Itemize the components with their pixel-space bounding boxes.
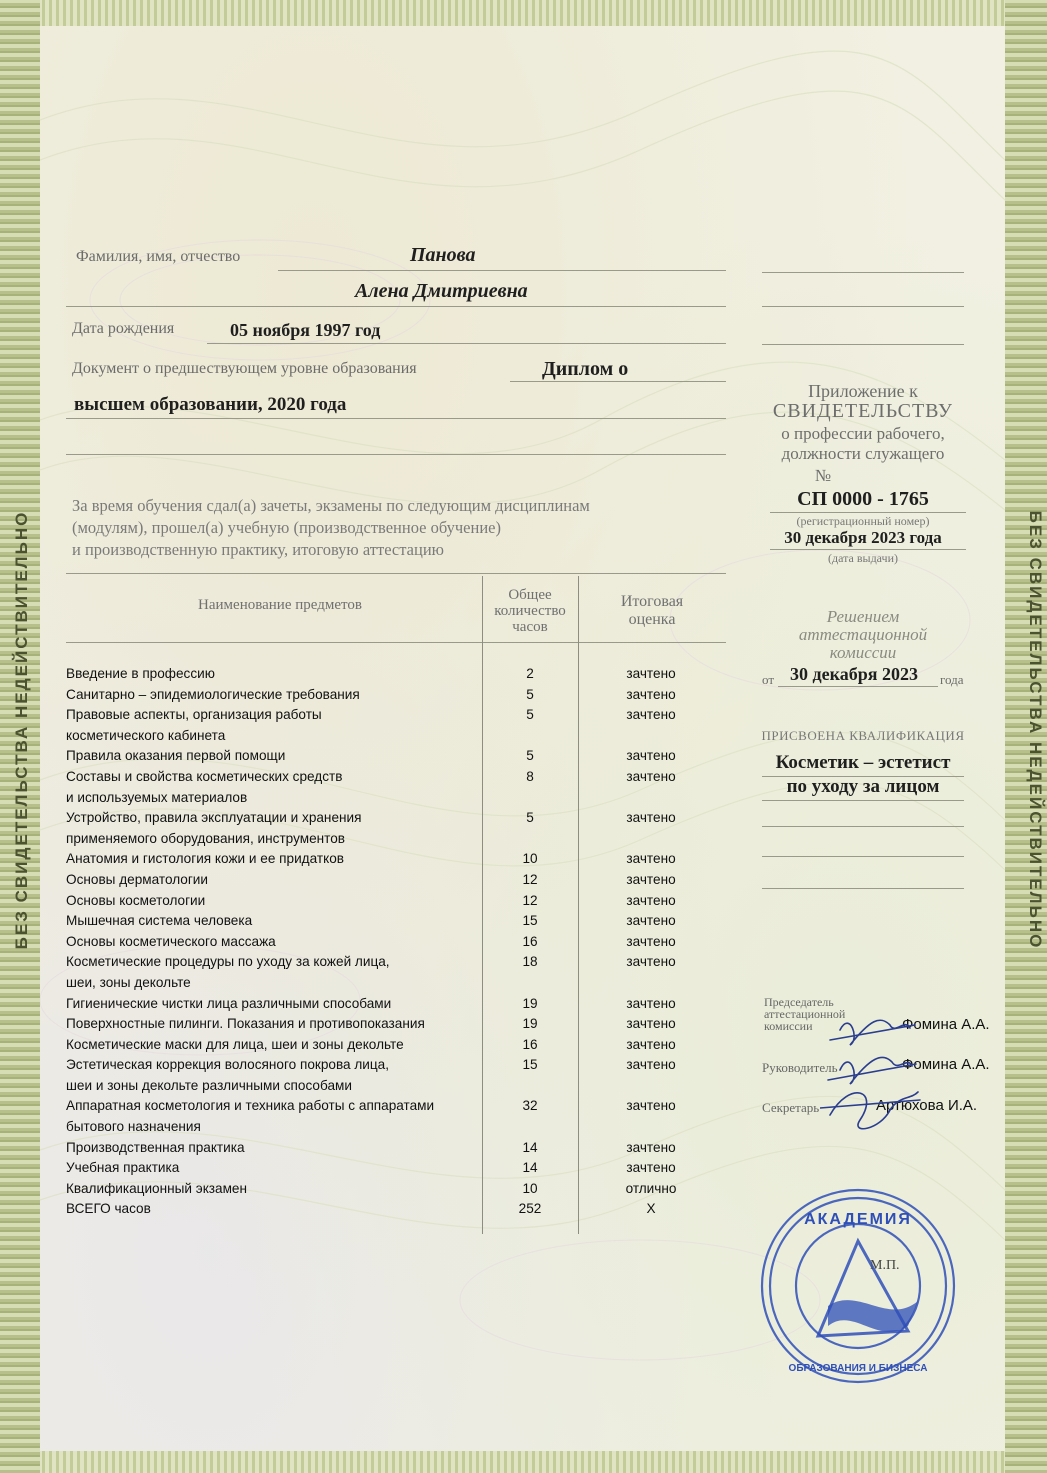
appendix-title-1: Приложение к: [808, 381, 918, 401]
rule-prev-doc: [510, 381, 726, 382]
chair-label-3: комиссии: [764, 1019, 813, 1033]
subject-hours: 18: [522, 954, 538, 970]
appendix-title-2: СВИДЕТЕЛЬСТВУ: [772, 400, 954, 422]
subject-grade: зачтено: [626, 913, 676, 929]
subject-name: Квалификационный экзамен: [66, 1180, 247, 1196]
subject-grade: [576, 788, 726, 809]
rule-prev-doc-2: [66, 418, 726, 419]
year-word: года: [940, 672, 964, 687]
header-grade-1: Итоговая: [620, 593, 684, 610]
decision-line-2: аттестационной: [798, 625, 928, 644]
table-row: [66, 1158, 726, 1179]
header-grade-2: оценка: [628, 611, 676, 628]
subject-hours: [484, 1117, 576, 1138]
subject-name: Учебная практика: [66, 1160, 180, 1176]
from-label: от: [762, 672, 775, 687]
table-row: [66, 1014, 726, 1035]
subject-grade: Х: [646, 1201, 656, 1217]
table-row: [66, 1076, 726, 1097]
subject-name: Эстетическая коррекция волосяного покрова лица,: [66, 1057, 389, 1073]
subject-hours: 8: [526, 768, 534, 784]
subject-name: Производственная практика: [66, 1139, 245, 1155]
subject-grade: зачтено: [626, 871, 676, 887]
subject-grade: [576, 973, 726, 994]
chair-label-1: Председатель: [764, 995, 834, 1009]
table-row: [66, 788, 726, 809]
rule-right-2: [762, 306, 964, 307]
table-row: [66, 973, 726, 994]
subject-grade: зачтено: [626, 1098, 676, 1114]
subject-hours: 10: [522, 851, 538, 867]
subject-name: Основы косметологии: [66, 892, 206, 908]
subject-name: Косметические маски для лица, шеи и зоны декольте: [66, 1036, 404, 1052]
official-stamp: [758, 1186, 958, 1386]
rule-fio: [278, 270, 726, 271]
chair-name: Фомина А.А.: [902, 1016, 990, 1033]
subject-name: Основы дерматологии: [66, 871, 208, 887]
subject-name: Мышечная система человека: [66, 913, 253, 929]
subject-grade: [576, 829, 726, 850]
table-row: [66, 1035, 726, 1056]
subject-name: Основы косметического массажа: [66, 933, 276, 949]
table-row: [66, 1179, 726, 1200]
border-top: [0, 0, 1047, 26]
qualification-line-2: по уходу за лицом: [786, 776, 940, 797]
subject-hours: 252: [518, 1201, 542, 1217]
number-sign: №: [814, 466, 832, 485]
subject-hours: 10: [522, 1180, 538, 1196]
subject-hours: 12: [522, 871, 538, 887]
stamp-mp: М.П.: [870, 1258, 900, 1273]
subject-hours: 14: [522, 1160, 538, 1176]
rule-empty: [66, 454, 726, 455]
decision-line-1: Решением: [826, 607, 900, 626]
stamp-bottom-text: ОБРАЗОВАНИЯ И БИЗНЕСА: [788, 1363, 928, 1374]
rule-name: [66, 306, 726, 307]
subject-name: Правила оказания первой помощи: [66, 748, 286, 764]
subject-name: бытового назначения: [66, 1119, 201, 1135]
subject-grade: зачтено: [626, 1016, 676, 1032]
intro-line-3: и производственную практику, итоговую аттестацию: [72, 540, 444, 559]
side-text-right: БЕЗ СВИДЕТЕЛЬСТВА НЕДЕЙСТВИТЕЛЬНО: [1026, 510, 1045, 950]
subject-name: Устройство, правила эксплуатации и хранения: [66, 810, 362, 826]
table-row: [66, 994, 726, 1015]
subject-name: Правовые аспекты, организация работы: [66, 707, 322, 723]
table-top-rule: [66, 573, 726, 574]
decision-date: 30 декабря 2023: [790, 664, 918, 684]
subject-hours: 5: [526, 810, 534, 826]
rule-right-5: [762, 856, 964, 857]
dob-value: 05 ноября 1997 год: [230, 320, 381, 340]
subject-hours: 14: [522, 1139, 538, 1155]
table-row: [66, 746, 726, 767]
table-header-rule: [66, 642, 726, 643]
subject-hours: 32: [522, 1098, 538, 1114]
dob-label: Дата рождения: [72, 320, 175, 337]
subject-grade: [576, 726, 726, 747]
rule-right-3: [762, 344, 964, 345]
table-row: [66, 891, 726, 912]
table-row: [66, 1199, 726, 1220]
table-row: [66, 1117, 726, 1138]
subjects-table: [66, 664, 726, 1220]
subject-grade: отлично: [625, 1180, 677, 1196]
decision-line-3: комиссии: [829, 643, 897, 662]
subject-name: Введение в профессию: [66, 666, 215, 681]
subject-name: Поверхностные пилинги. Показания и противопоказания: [66, 1016, 425, 1032]
rule-decision-date: [778, 686, 938, 687]
subject-name: шеи и зоны декольте различными способами: [66, 1077, 352, 1093]
subject-grade: зачтено: [626, 851, 676, 867]
fio-label: Фамилия, имя, отчество: [76, 248, 241, 265]
subject-name: и используемых материалов: [66, 789, 248, 805]
subject-hours: [484, 726, 576, 747]
handwritten-signatures: [820, 1000, 930, 1140]
table-row: [66, 1096, 726, 1117]
subject-hours: 12: [522, 892, 538, 908]
intro-line-2: (модулям), прошел(а) учебную (производственное обучение): [72, 518, 501, 537]
subject-hours: [484, 1076, 576, 1097]
prev-doc-label: Документ о предшествующем уровне образования: [72, 360, 417, 377]
subject-hours: [484, 829, 576, 850]
subject-name: Гигиенические чистки лица различными способами: [66, 995, 392, 1011]
subject-grade: зачтено: [626, 995, 676, 1011]
header-subjects: Наименование предметов: [198, 597, 362, 613]
subject-grade: зачтено: [626, 768, 676, 784]
subject-hours: 5: [526, 748, 534, 764]
head-name: Фомина А.А.: [902, 1056, 990, 1073]
table-row: [66, 1055, 726, 1076]
subject-hours: 16: [522, 933, 538, 949]
rule-reg-number: [770, 512, 966, 513]
prev-doc-value-2: высшем образовании, 2020 года: [74, 394, 347, 415]
subject-name: Санитарно – эпидемиологические требования: [66, 686, 360, 702]
border-bottom: [0, 1451, 1047, 1473]
table-row: [66, 664, 726, 685]
subject-grade: зачтено: [626, 954, 676, 970]
side-text-left: БЕЗ СВИДЕТЕЛЬСТВА НЕДЕЙСТВИТЕЛЬНО: [12, 510, 31, 950]
header-hours-3: часов: [512, 619, 548, 635]
subject-hours: 15: [522, 913, 538, 929]
subject-name: ВСЕГО часов: [66, 1201, 151, 1217]
subject-grade: зачтено: [626, 810, 676, 826]
rule-dob: [207, 343, 726, 344]
subject-name: шеи, зоны декольте: [66, 974, 191, 990]
secretary-name: Артюхова И.А.: [876, 1097, 978, 1114]
table-row: [66, 849, 726, 870]
table-row: [66, 767, 726, 788]
rule-right-4: [762, 826, 964, 827]
subject-hours: 5: [526, 707, 534, 723]
table-row: [66, 932, 726, 953]
table-row: [66, 705, 726, 726]
subject-name: Аппаратная косметология и техника работы с аппаратами: [66, 1098, 435, 1114]
subject-hours: 15: [522, 1057, 538, 1073]
rule-right-6: [762, 888, 964, 889]
chair-label-2: аттестационной: [764, 1007, 846, 1021]
subject-name: Косметические процедуры по уходу за кожей лица,: [66, 954, 390, 970]
issue-date-caption: (дата выдачи): [828, 551, 898, 565]
subject-hours: [484, 788, 576, 809]
head-label: Руководитель: [762, 1060, 838, 1075]
reg-number-caption: (регистрационный номер): [796, 514, 930, 528]
rule-issue-date: [770, 549, 966, 550]
subject-name: косметического кабинета: [66, 727, 226, 743]
table-row: [66, 685, 726, 706]
table-row: [66, 1138, 726, 1159]
subject-hours: 19: [522, 1016, 538, 1032]
subject-hours: 2: [526, 666, 534, 681]
subject-hours: 19: [522, 995, 538, 1011]
table-row: [66, 808, 726, 829]
header-hours-1: Общее: [508, 587, 552, 603]
surname-value: Панова: [410, 244, 476, 266]
subject-hours: 16: [522, 1036, 538, 1052]
table-row: [66, 870, 726, 891]
rule-qualification-2: [762, 800, 964, 801]
subject-grade: зачтено: [626, 933, 676, 949]
subject-name: Составы и свойства косметических средств: [66, 768, 343, 784]
subject-grade: зачтено: [626, 1036, 676, 1052]
subject-grade: зачтено: [626, 1160, 676, 1176]
subject-name: Анатомия и гистология кожи и ее придатков: [66, 851, 344, 867]
intro-line-1: За время обучения сдал(а) зачеты, экзамены по следующим дисциплинам: [72, 496, 590, 515]
subject-grade: зачтено: [626, 686, 676, 702]
subject-hours: 5: [526, 686, 534, 702]
appendix-title-4: должности служащего: [781, 444, 945, 463]
subject-grade: зачтено: [626, 748, 676, 764]
table-row: [66, 726, 726, 747]
rule-right-1: [762, 272, 964, 273]
subject-hours: [484, 973, 576, 994]
appendix-title-3: о профессии рабочего,: [781, 424, 945, 443]
issue-date: 30 декабря 2023 года: [784, 528, 942, 547]
prev-doc-value-1: Диплом о: [542, 358, 629, 380]
subject-grade: [576, 1076, 726, 1097]
subject-name: применяемого оборудования, инструментов: [66, 830, 345, 846]
reg-number: СП 0000 - 1765: [797, 488, 929, 510]
stamp-top-text: АКАДЕМИЯ: [804, 1211, 912, 1228]
subject-grade: зачтено: [626, 707, 676, 723]
name-value: Алена Дмитриевна: [355, 280, 528, 302]
subject-grade: зачтено: [626, 666, 676, 681]
subject-grade: зачтено: [626, 1139, 676, 1155]
qualification-line-1: Косметик – эстетист: [775, 752, 951, 773]
table-row: [66, 911, 726, 932]
header-hours-2: количество: [494, 603, 566, 619]
secretary-label: Секретарь: [762, 1100, 820, 1115]
table-row: [66, 829, 726, 850]
subject-grade: зачтено: [626, 892, 676, 908]
table-row: [66, 952, 726, 973]
qualification-label: ПРИСВОЕНА КВАЛИФИКАЦИЯ: [761, 728, 965, 743]
subject-grade: зачтено: [626, 1057, 676, 1073]
subject-grade: [576, 1117, 726, 1138]
